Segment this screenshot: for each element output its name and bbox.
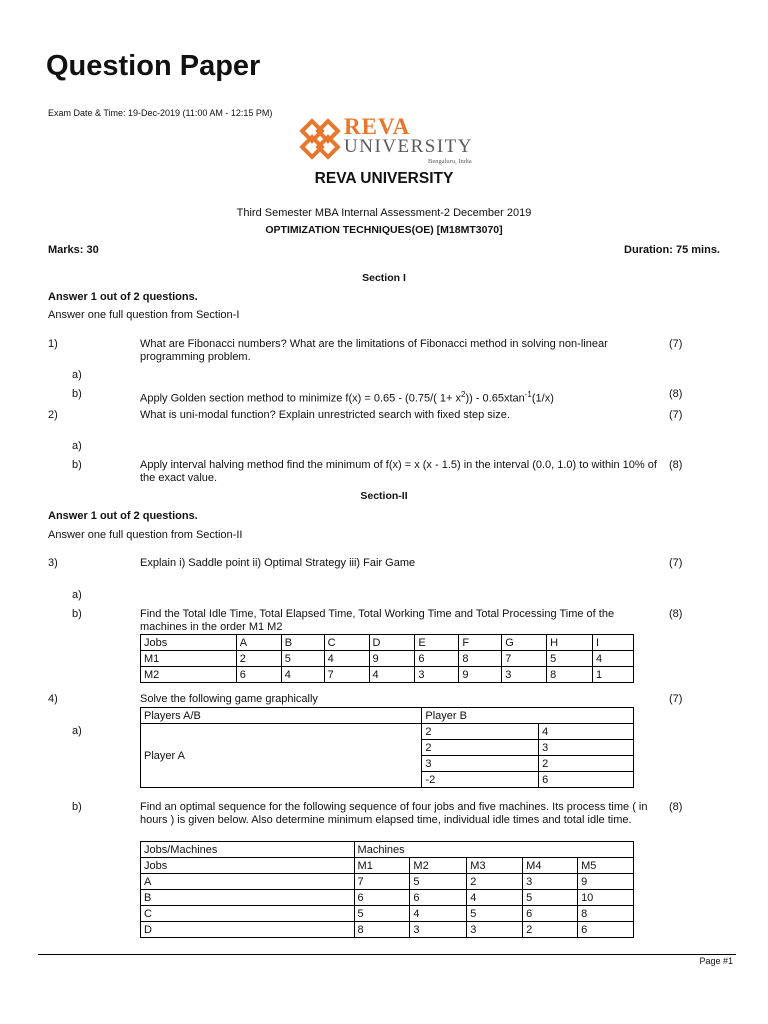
table-row [141, 635, 634, 651]
university-name: REVA UNIVERSITY [314, 170, 454, 187]
table-cell: 8 [578, 906, 634, 922]
table-cell: G [502, 635, 547, 651]
question-text: Apply interval halving method find the minimum of f(x) = x (x - 1.5) in the interval (0.0, 1.0) to within 10% of the exact value. [140, 459, 657, 484]
table-row [141, 667, 634, 683]
table-cell: 9 [578, 874, 634, 890]
table-cell: 4 [593, 651, 634, 667]
question-text: What is uni-modal function? Explain unrestricted search with fixed step size. [140, 409, 510, 421]
table-cell: 9 [369, 651, 415, 667]
question-marks: (8) [669, 801, 683, 813]
table-cell: 3 [467, 922, 523, 938]
table-cell: 4 [467, 890, 523, 906]
semester-line: Third Semester MBA Internal Assessment-2 December 2019 [236, 207, 532, 219]
answer-note: Answer one full question from Section-II [48, 529, 243, 541]
table-row [141, 708, 634, 724]
table-cell: 2 [236, 651, 281, 667]
table-cell: 3 [539, 740, 634, 756]
table-cell: A [141, 874, 355, 890]
table-cell: M1 [141, 651, 237, 667]
table-cell: M1 [354, 858, 410, 874]
table-cell: 9 [459, 667, 502, 683]
table-cell: 6 [539, 772, 634, 788]
knot-emblem-icon [292, 116, 348, 164]
section-heading: Section-II [360, 490, 408, 502]
table-cell: 5 [523, 890, 578, 906]
table-cell: M4 [523, 858, 578, 874]
table-row [141, 922, 634, 938]
table-cell: 6 [236, 667, 281, 683]
total-marks: Marks: 30 [48, 244, 99, 256]
question-number: 2) [48, 409, 58, 421]
question-number: 4) [48, 693, 58, 705]
formula-part: )) - 0.65xtan [465, 392, 525, 405]
table-cell: C [141, 906, 355, 922]
table-cell: 2 [467, 874, 523, 890]
table-cell: 5 [281, 651, 324, 667]
table-cell: E [415, 635, 459, 651]
table-row [141, 890, 634, 906]
question-marks: (7) [669, 409, 683, 421]
table-row [141, 842, 634, 858]
table-row [141, 651, 634, 667]
table-cell: D [369, 635, 415, 651]
table-cell: 5 [467, 906, 523, 922]
table-cell: 7 [324, 667, 369, 683]
logo-word-university: UNIVERSITY [344, 136, 473, 157]
question-text: Find the Total Idle Time, Total Elapsed Time, Total Working Time and Total Processing Time of the machines in the order M1 M2 [140, 608, 615, 633]
subquestion-label: b) [72, 459, 82, 471]
subquestion-label: a) [72, 589, 82, 601]
table-cell: 4 [539, 724, 634, 740]
exam-date: Exam Date & Time: 19-Dec-2019 (11:00 AM - 12:15 PM) [48, 108, 273, 118]
university-logo [292, 114, 482, 170]
subquestion-label: b) [72, 801, 82, 813]
table-header-cell: Jobs/Machines [141, 842, 355, 858]
table-cell: 3 [410, 922, 467, 938]
table-header-cell: Machines [354, 842, 633, 858]
table-cell: F [459, 635, 502, 651]
logo-tagline: Bengaluru, India [428, 158, 472, 165]
table-cell: 6 [578, 922, 634, 938]
table-cell: 3 [422, 756, 539, 772]
table-cell: 8 [547, 667, 593, 683]
table-cell: 4 [281, 667, 324, 683]
table-cell: D [141, 922, 355, 938]
page-title: Question Paper [46, 50, 261, 82]
table-cell: Jobs [141, 635, 237, 651]
table-cell: M2 [141, 667, 237, 683]
table-cell: 5 [410, 874, 467, 890]
table-cell: 1 [593, 667, 634, 683]
table-cell: 8 [354, 922, 410, 938]
table-cell: 2 [422, 724, 539, 740]
subquestion-label: a) [72, 725, 82, 737]
question-marks: (7) [669, 338, 683, 350]
table-cell: 4 [369, 667, 415, 683]
question-marks: (7) [669, 693, 683, 705]
table-cell: B [281, 635, 324, 651]
table-cell: I [593, 635, 634, 651]
course-title: OPTIMIZATION TECHNIQUES(OE) [M18MT3070] [265, 224, 503, 236]
table-cell: 2 [523, 922, 578, 938]
formula-part: (1/x) [531, 392, 554, 405]
table-cell: 3 [502, 667, 547, 683]
table-cell: M3 [467, 858, 523, 874]
section-heading: Section I [362, 272, 406, 284]
table-header-cell: Player B [422, 708, 634, 724]
question-text: Explain i) Saddle point ii) Optimal Strategy iii) Fair Game [140, 557, 416, 569]
table-row [141, 874, 634, 890]
table-row [141, 906, 634, 922]
answer-instruction: Answer 1 out of 2 questions. [48, 291, 198, 303]
formula-part: Apply Golden section method to minimize f(x) = 0.65 - (0.75/( 1+ x [140, 392, 461, 405]
answer-instruction: Answer 1 out of 2 questions. [48, 510, 198, 522]
table-cell: 6 [354, 890, 410, 906]
subquestion-label: a) [72, 369, 82, 381]
table-cell: 7 [502, 651, 547, 667]
footer-divider [38, 954, 736, 955]
question-text [140, 388, 660, 406]
question-number: 1) [48, 338, 58, 350]
question-text: What are Fibonacci numbers? What are the limitations of Fibonacci method in solving non-linear programming problem. [140, 338, 608, 363]
table-row-label: Player A [141, 724, 422, 788]
question-text: Solve the following game graphically [140, 693, 318, 705]
question-marks: (8) [669, 459, 683, 471]
question-number: 3) [48, 557, 58, 569]
table-cell: 6 [410, 890, 467, 906]
table-cell: 4 [324, 651, 369, 667]
table-cell: A [236, 635, 281, 651]
table-cell: 5 [547, 651, 593, 667]
table-cell: 10 [578, 890, 634, 906]
table-cell: 3 [523, 874, 578, 890]
table-cell: 2 [422, 740, 539, 756]
job-machine-table [140, 634, 634, 683]
logo-word-reva: REVA [344, 114, 411, 139]
table-cell: 6 [523, 906, 578, 922]
table-cell: 8 [459, 651, 502, 667]
table-cell: H [547, 635, 593, 651]
question-marks: (7) [669, 557, 683, 569]
table-cell: Jobs [141, 858, 355, 874]
answer-note: Answer one full question from Section-I [48, 309, 240, 321]
game-payoff-table [140, 707, 634, 788]
question-text: Find an optimal sequence for the following sequence of four jobs and five machines. Its process time ( in hours ) is given below. Also determine minimum elapsed time, individual idle times and total idle time. [140, 801, 648, 826]
table-cell: M2 [410, 858, 467, 874]
table-cell: 6 [415, 651, 459, 667]
table-row [141, 858, 634, 874]
table-cell: 7 [354, 874, 410, 890]
table-cell: C [324, 635, 369, 651]
table-cell: M5 [578, 858, 634, 874]
table-cell: -2 [422, 772, 539, 788]
table-cell: 5 [354, 906, 410, 922]
duration: Duration: 75 mins. [624, 244, 720, 256]
question-marks: (8) [669, 608, 683, 620]
subquestion-label: a) [72, 440, 82, 452]
table-header-cell: Players A/B [141, 708, 422, 724]
table-cell: 2 [539, 756, 634, 772]
formula-superscript: -1 [524, 390, 532, 399]
table-row [141, 724, 634, 740]
page-number: Page #1 [699, 956, 733, 966]
table-cell: 4 [410, 906, 467, 922]
formula-superscript: 2 [460, 390, 466, 399]
question-marks: (8) [669, 388, 683, 400]
subquestion-label: b) [72, 608, 82, 620]
job-sequence-table [140, 841, 634, 938]
subquestion-label: b) [72, 388, 82, 400]
table-cell: B [141, 890, 355, 906]
table-cell: 3 [415, 667, 459, 683]
